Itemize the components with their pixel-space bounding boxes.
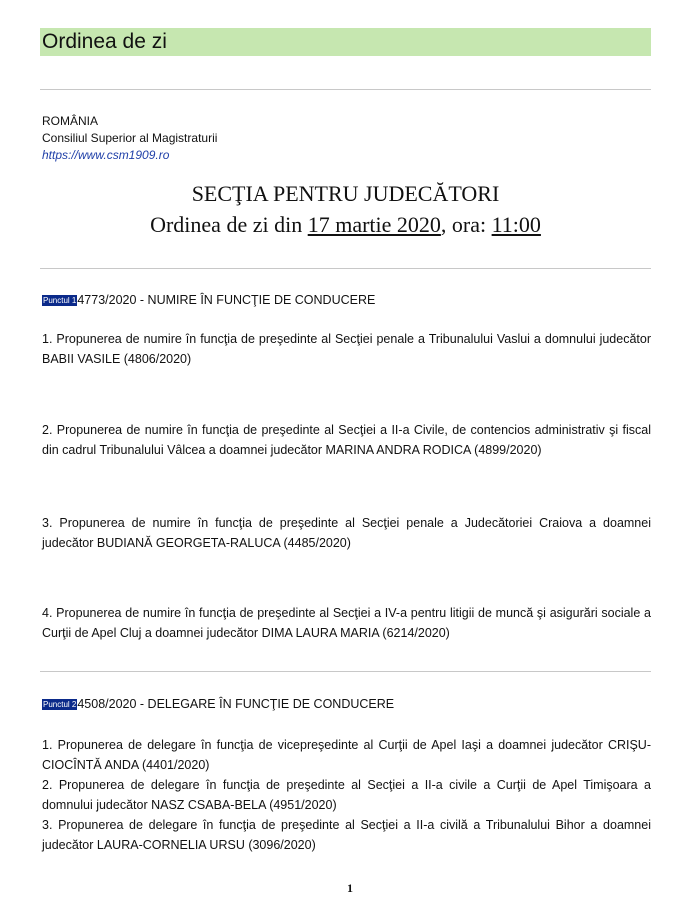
agenda-date-line xyxy=(40,212,651,238)
agenda-item: 3. Propunerea de numire în funcţia de preşedinte al Secţiei penale a Judecătoriei Craiova a doamnei judecător BUDIANĂ GEORGETA-RALUCA (4485/2020) xyxy=(42,516,651,550)
agenda-point-heading xyxy=(42,293,375,307)
institution-link[interactable]: https://www.csm1909.ro xyxy=(42,148,170,162)
agenda-item: 3. Propunerea de delegare în funcţia de preşedinte al Secţiei a II-a civilă a Tribunalului Bihor a doamnei judecător LAURA-CORNELIA URSU (3096/2020) xyxy=(42,818,651,852)
banner-title: Ordinea de zi xyxy=(42,30,167,53)
country-name: ROMÂNIA xyxy=(42,114,99,128)
agenda-banner xyxy=(40,28,651,56)
agenda-item: 4. Propunerea de numire în funcţia de preşedinte al Secţiei a IV-a pentru litigii de muncă şi asigurări sociale a Curţii de Apel Cluj a doamnei judecător DIMA LAURA MARIA (6214/2020) xyxy=(42,606,651,640)
point-title: 4773/2020 - NUMIRE ÎN FUNCŢIE DE CONDUCERE xyxy=(77,293,376,307)
agenda-time: 11:00 xyxy=(491,212,541,237)
agenda-point-heading xyxy=(42,697,394,711)
divider xyxy=(40,268,651,269)
document-header xyxy=(42,113,217,164)
agenda-date: 17 martie 2020 xyxy=(307,212,441,237)
institution-name: Consiliul Superior al Magistraturii xyxy=(42,131,218,145)
agenda-item: 1. Propunerea de delegare în funcţia de vicepreşedinte al Curţii de Apel Iaşi a doamnei judecător CRIŞU-CIOCÎNTĂ ANDA (4401/2020) xyxy=(42,738,651,772)
point-title: 4508/2020 - DELEGARE ÎN FUNCŢIE DE CONDUCERE xyxy=(77,697,395,711)
time-prefix: , ora: xyxy=(440,212,492,237)
point-tag: Punctul 1 xyxy=(43,296,77,305)
divider xyxy=(40,671,651,672)
point-tag: Punctul 2 xyxy=(43,700,77,709)
section-title: SECŢIA PENTRU JUDECĂTORI xyxy=(191,181,500,206)
divider xyxy=(40,89,651,90)
date-prefix: Ordinea de zi din xyxy=(150,212,308,237)
page-number: 1 xyxy=(347,881,353,895)
agenda-item: 2. Propunerea de delegare în funcţia de preşedinte al Secţiei a II-a civile a Curţii de Apel Timişoara a domnului judecător NASZ CSABA-BELA (4951/2020) xyxy=(42,778,651,812)
agenda-item: 1. Propunerea de numire în funcţia de preşedinte al Secţiei penale a Tribunalului Vaslui a domnului judecător BABII VASILE (4806/2020) xyxy=(42,332,651,366)
agenda-item: 2. Propunerea de numire în funcţia de preşedinte al Secţiei a II-a Civile, de contencios administrativ şi fiscal din cadrul Tribunalului Vâlcea a doamnei judecător MARINA ANDRA RODICA (4899/2020) xyxy=(42,423,651,457)
